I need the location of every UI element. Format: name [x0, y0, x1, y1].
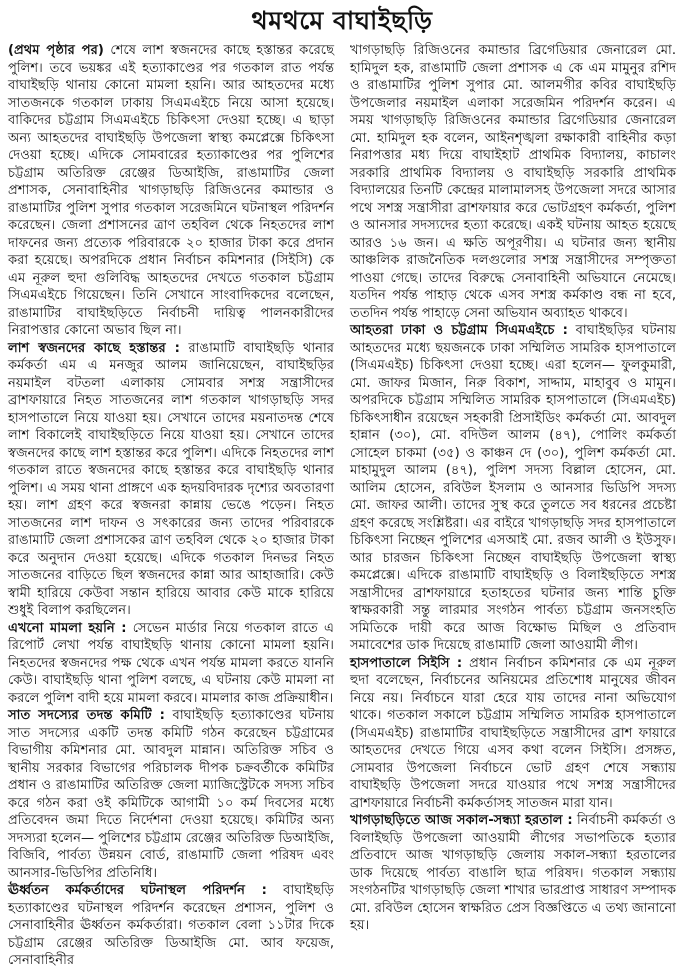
subheading: হাসপাতালে সিইসি : [350, 655, 463, 671]
paragraph-text: সেভেন মার্ডার নিয়ে গতকাল রাতে এ রিপোর্ট লেখা পর্যন্ত বাঘাইছড়ি থানায় কোনো মামলা হয়নি। নিহতদের স্বজনদের পক্ষ থেকে এখন পর্যন্ত মামলা করতে যাননি কেউ। বাঘাইছড়ি থানা পুলিশ বলছে, এ ঘটনায় কেউ মামলা না করলে পুলিশ বাদী হয়ে মামলা করবে। মামলার কাজ প্রক্রিয়াধীন। [8, 620, 334, 706]
paragraph-text: রাঙামাটি বাঘাইছড়ি থানার কর্মকর্তা এম এ মনজুর আলম জানিয়েছেন, বাঘাইছড়ির নয়মাইল বটতলা এলাকায় সোমবার সশস্ত্র সন্ত্রাসীদের ব্রাশফায়ারে নিহত সাতজনের লাশ গতকাল খাগড়াছড়ি সদর হাসপাতালে নিয়ে যাওয়া হয়। সেখানে তাদের ময়নাতদন্ত শেষে লাশ বিকালেই বাঘাইছড়িতে নিয়ে যাওয়া হয়। সেখানে তাদের স্বজনদের কাছে লাশ হস্তান্তর করে পুলিশ। এদিকে নিহতদের লাশ গতকাল রাতে স্বজনদের কাছে হস্তান্তর করে বাঘাইছড়ি থানার পুলিশ। এ সময় থানা প্রাঙ্গণে এক হৃদয়বিদারক দৃশ্যের অবতারণা হয়। লাশ গ্রহণ করে স্বজনরা কান্নায় ভেঙে পড়েন। নিহত সাতজনের লাশ দাফন ও সৎকারের জন্য তাদের পরিবারকে রাঙামাটি জেলা প্রশাসকের ত্রাণ তহবিল থেকে ২০ হাজার টাকা করে অনুদান দেওয়া হয়েছে। এদিকে গতকাল দিনভর নিহত সাতজনের বাড়িতে ছিল স্বজনদের কান্না আর আহাজারি। কেউ স্বামী হারিয়ে কেউবা সন্তান হারিয়ে আবার কেউ মাকে হারিয়ে শুধুই বিলাপ করছিলেন। [8, 340, 334, 618]
left-column [8, 42, 334, 968]
right-column [350, 42, 676, 950]
article-paragraph [350, 812, 676, 935]
paragraph-text: নির্বাচনী কর্মকর্তা ও বিলাইছড়ি উপজেলা আওয়ামী লীগের সভাপতিকে হত্যার প্রতিবাদে আজ খাগড়াছড়ি জেলায় সকাল-সন্ধ্যা হরতালের ডাক দিয়েছে পার্বত্য বাঙালি ছাত্র পরিষদ। গতকাল সন্ধ্যায় সংগঠনটির খাগড়াছড়ি জেলা শাখার ভারপ্রাপ্ত সাধারণ সম্পাদক মো. রবিউল হোসেন স্বাক্ষরিত প্রেস বিজ্ঞপ্তিতে এ তথ্য জানানো হয়। [350, 813, 676, 933]
article-paragraph [8, 707, 334, 882]
subheading: এখনো মামলা হয়নি : [8, 620, 127, 636]
subheading: ঊর্ধ্বতন কর্মকর্তাদের ঘটনাস্থল পরিদর্শন : [8, 883, 267, 898]
article-paragraph [350, 42, 676, 322]
headline: থমথমে বাঘাইছড়ি [251, 6, 433, 35]
subheading: সাত সদস্যের তদন্ত কমিটি : [8, 708, 165, 723]
paragraph-text: প্রধান নির্বাচন কমিশনার কে এম নূরুল হুদা বলেছেন, নির্বাচনের অনিয়মের প্রতিশোধ মানুষের জীবন নিয়ে নয়। নির্বাচনে যারা হেরে যায় তাদের নানা অভিযোগ থাকে। গতকাল সকালে চট্টগ্রাম সম্মিলিত সামরিক হাসপাতালে (সিএমএইচ) রাঙামাটির বাঘাইছড়িতে সন্ত্রাসীদের ব্রাশ ফায়ারে আহতদের দেখতে গিয়ে এসব কথা বলেন সিইসি। প্রসঙ্গত, সোমবার উপজেলা নির্বাচনে ভোট গ্রহণ শেষে সন্ধ্যায় বাঘাইছড়ি উপজেলা সদরে যাওয়ার পথে সশস্ত্র সন্ত্রাসীদের ব্রাশফায়ারে নির্বাচনী কর্মকর্তাসহ সাতজন মারা যান। [350, 655, 676, 811]
article-paragraph [8, 340, 334, 620]
subheading: আহতরা ঢাকা ও চট্টগ্রাম সিএমএইচে : [350, 323, 568, 338]
paragraph-text: খাগড়াছড়ি রিজিওনের কমান্ডার ব্রিগেডিয়ার জেনারেল মো. হামিদুল হক, রাঙামাটি জেলা প্রশাসক এ কে এম মামুনুর রশিদ ও রাঙামাটির পুলিশ সুপার মো. আলমগীর কবির বাঘাইছড়ি উপজেলার নয়মাইল এলাকা সরেজমিন পরিদর্শন করেন। এ সময় খাগড়াছড়ি রিজিওনের কমান্ডার ব্রিগেডিয়ার জেনারেল মো. হামিদুল হক বলেন, আইনশৃঙ্খলা রক্ষাকারী বাহিনীর কড়া নিরাপত্তার মধ্য দিয়ে বাঘাইহাট প্রাথমিক বিদ্যালয়, কাচালং সরকারি প্রাথমিক বিদ্যালয় ও বাঘাইছড়ি সরকারি প্রাথমিক বিদ্যালয়ের তিনটি কেন্দ্রের মালামালসহ উপজেলা সদরে আসার পথে সশস্ত্র সন্ত্রাসীরা ব্রাশফায়ার করে ভোটগ্রহণ কর্মকর্তা, পুলিশ ও আনসার সদস্যদের হত্যা করেছে। একই ঘটনায় আহত হয়েছে আরও ১৬ জন। এ ক্ষতি অপূরণীয়। এ ঘটনার জন্য স্থানীয় আঞ্চলিক রাজনৈতিক দলগুলোর সশস্ত্র সন্ত্রাসীদের সম্পৃক্ততা পাওয়া গেছে। তাদের বিরুদ্ধে সেনাবাহিনী অভিযানে নেমেছে। যতদিন পর্যন্ত পাহাড় থেকে এসব সশস্ত্র কর্মকাণ্ড বন্ধ না হবে, ততদিন পর্যন্ত পাহাড়ে সেনা অভিযান অব্যাহত থাকবে। [350, 43, 676, 321]
article-columns [8, 42, 676, 968]
subheading: (প্রথম পৃষ্ঠার পর) [8, 43, 104, 58]
article-paragraph [350, 322, 676, 655]
article-paragraph [8, 620, 334, 708]
paragraph-text: বাঘাইছড়ি হত্যাকাণ্ডের ঘটনাস্থল পরিদর্শন করেছেন প্রশাসন, পুলিশ ও সেনাবাহিনীর ঊর্ধ্বতন কর্মকর্তারা। গতকাল বেলা ১১টার দিকে চট্টগ্রাম রেঞ্জের অতিরিক্ত ডিআইজি মো. আব ফয়েজ, সেনাবাহিনীর [8, 883, 334, 968]
subheading: লাশ স্বজনদের কাছে হস্তান্তর : [8, 340, 180, 356]
paragraph-text: শেষে লাশ স্বজনদের কাছে হস্তান্তর করেছে পুলিশ। তবে ভয়ঙ্কর এই হত্যাকাণ্ডের পর গতকাল রাত পর্যন্ত বাঘাইছড়ি থানায় কোনো মামলা হয়নি। আর আহতদের মধ্যে সাতজনকে গতকাল ঢাকায় সিএমএইচে নিয়ে আসা হয়েছে। বাকিদের চট্টগ্রাম সিএমএইচে চিকিৎসা দেওয়া হচ্ছে। এ ছাড়া অন্য আহতদের বাঘাইছড়ি উপজেলা স্বাস্থ্য কমপ্লেক্সে চিকিৎসা দেওয়া হচ্ছে। এদিকে সোমবারের হত্যাকাণ্ডের পর পুলিশের চট্টগ্রাম অতিরিক্ত রেঞ্জের ডিআইজি, রাঙামাটির জেলা প্রশাসক, সেনাবাহিনীর খাগড়াছড়ি রিজিওনের কমান্ডার ও রাঙামাটির পুলিশ সুপার গতকাল সরেজমিনে ঘটনাস্থল পরিদর্শন করেছেন। জেলা প্রশাসনের ত্রাণ তহবিল থেকে নিহতদের লাশ দাফনের জন্য প্রত্যেক পরিবারকে ২০ হাজার টাকা করে প্রদান করা হয়েছে। অপরদিকে প্রধান নির্বাচন কমিশনার (সিইসি) কে এম নূরুল হুদা গুলিবিদ্ধ আহতদের দেখতে গতকাল চট্টগ্রাম সিএমএইচে গিয়েছেন। তিনি সেখানে সাংবাদিকদের বলেছেন, রাঙামাটির বাঘাইছড়িতে নির্বাচনী দায়িত্ব পালনকারীদের নিরাপত্তার কোনো অভাব ছিল না। [8, 43, 334, 338]
article-paragraph [8, 882, 334, 970]
article-paragraph [8, 42, 334, 340]
subheading: খাগড়াছড়িতে আজ সকাল-সন্ধ্যা হরতাল : [350, 813, 573, 828]
article-paragraph [350, 655, 676, 813]
paragraph-text: বাঘাইছড়ির ঘটনায় আহতদের মধ্যে ছয়জনকে ঢাকা সম্মিলিত সামরিক হাসপাতালে (সিএমএইচ) চিকিৎসা দেওয়া হচ্ছে। এরা হলেন— ফুলকুমারী, মো. জাফর মিজান, নিরু বিকাশ, সাদ্দাম, মাহাবুব ও মামুন। অপরদিকে চট্টগ্রাম সম্মিলিত সামরিক হাসপাতালে (সিএমএইচ) চিকিৎসাধীন রয়েছেন সহকারী প্রিসাইডিং কর্মকর্তা মো. আবদুল হান্নান (৩০), মো. বদিউল আলম (৪৭), পোলিং কর্মকর্তা সোহেল চাকমা (৩৫) ও কাঞ্চন দে (৩০), পুলিশ কর্মকর্তা মো. মাহামুদুল আলম (৪৭), পুলিশ সদস্য বিল্লাল হোসেন, মো. আলিম হোসেন, রবিউল ইসলাম ও আনসার ভিডিপি সদস্য মো. জাফর আলী। তাদের সুস্থ করে তুলতে সব ধরনের প্রচেষ্টা গ্রহণ করেছে সংশ্লিষ্টরা। এর বাইরে খাগড়াছড়ি সদর হাসপাতালে চিকিৎসা নিচ্ছেন পুলিশের এসআই মো. রজব আলী ও ইউসুফ। আর চারজন চিকিৎসা নিচ্ছেন বাঘাইছড়ি উপজেলা স্বাস্থ্য কমপ্লেক্সে। এদিকে রাঙামাটি বাঘাইছড়ি ও বিলাইছড়িতে সশস্ত্র সন্ত্রাসীদের ব্রাশফায়ারে হতাহতের ঘটনার জন্য শান্তি চুক্তি স্বাক্ষরকারী সন্তু লারমার সংগঠন পার্বত্য চট্টগ্রাম জনসংহতি সমিতিকে দায়ী করে আজ বিক্ষোভ মিছিল ও প্রতিবাদ সমাবেশের ডাক দিয়েছে রাঙামাটি জেলা আওয়ামী লীগ। [350, 323, 676, 653]
paragraph-text: বাঘাইছড়ি হত্যাকাণ্ডের ঘটনায় সাত সদস্যের একটি তদন্ত কমিটি গঠন করেছেন চট্টগ্রামের বিভাগীয় কমিশনার মো. আবদুল মান্নান। অতিরিক্ত সচিব ও স্থানীয় সরকার বিভাগের পরিচালক দীপক চক্রবর্তীকে কমিটির প্রধান ও রাঙামাটির অতিরিক্ত জেলা ম্যাজিস্ট্রেটকে সদস্য সচিব করে গঠন করা ওই কমিটিকে আগামী ১০ কর্ম দিবসের মধ্যে প্রতিবেদন জমা দিতে নির্দেশনা দেওয়া হয়েছে। কমিটির অন্য সদস্যরা হলেন— পুলিশের চট্টগ্রাম রেঞ্জের অতিরিক্ত ডিআইজি, বিজিবি, পার্বত্য উন্নয়ন বোর্ড, রাঙামাটি জেলা পরিষদ এবং আনসার-ভিডিপির প্রতিনিধি। [8, 708, 334, 881]
